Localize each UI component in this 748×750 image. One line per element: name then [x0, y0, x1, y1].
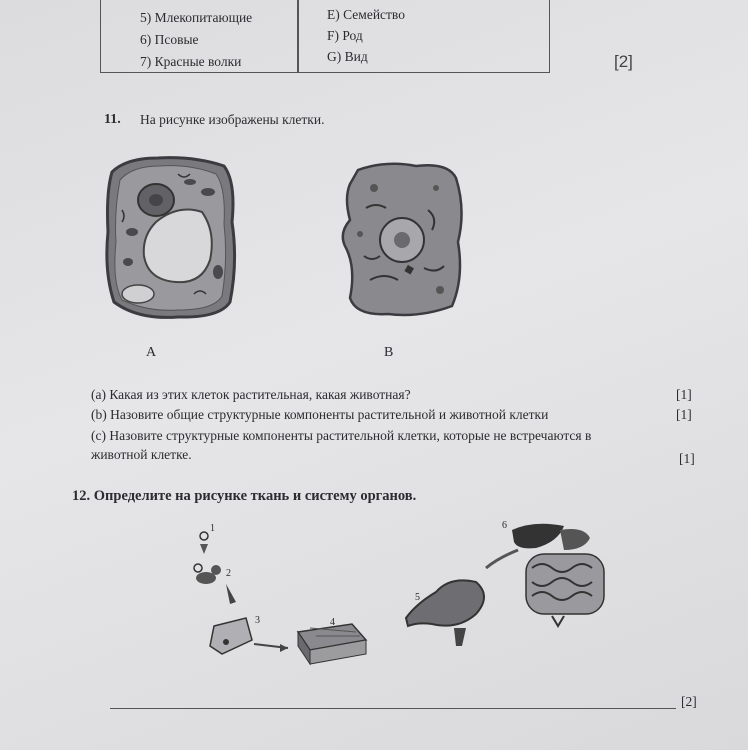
table-right-item: E) Семейство	[327, 7, 405, 22]
answer-line[interactable]	[110, 708, 676, 709]
q12-label: 3	[255, 615, 260, 626]
q11-sub-b: (b) Назовите общие структурные компоненты растительной и животной клетки	[91, 407, 549, 422]
cell-label-b: B	[384, 345, 394, 360]
q12-label: 2	[226, 568, 231, 579]
q12-heading: 12. Определите на рисунке ткань и систему органов.	[72, 488, 417, 504]
handwritten-score: [2]	[614, 52, 633, 71]
q12-label: 4	[330, 617, 335, 628]
organ-system-illustration	[180, 520, 620, 670]
table-left-item: 5) Млекопитающие	[140, 10, 253, 25]
q11-sub-c-line1: (c) Назовите структурные компоненты растительной клетки, которые не встречаются в	[91, 428, 592, 443]
q12-label: 6	[502, 520, 507, 531]
q11-sub-a: (a) Какая из этих клеток растительная, какая животная?	[91, 387, 411, 402]
q12-mark: [2]	[681, 694, 697, 709]
q12-label: 5	[415, 592, 420, 603]
table-right-item: F) Род	[327, 28, 363, 43]
cell-label-a: A	[146, 345, 157, 360]
animal-cell-illustration	[336, 158, 466, 320]
q11-sub-c-line2: животной клетке.	[91, 447, 192, 462]
q11-mark-c: [1]	[679, 451, 695, 466]
table-divider	[297, 0, 299, 72]
q11-number: 11.	[104, 112, 121, 127]
table-left-item: 6) Псовые	[140, 32, 199, 47]
q11-mark-a: [1]	[676, 387, 692, 402]
table-left-item: 7) Красные волки	[140, 54, 242, 69]
q11-mark-b: [1]	[676, 407, 692, 422]
q11-text: На рисунке изображены клетки.	[140, 112, 325, 127]
plant-cell-illustration	[98, 152, 240, 322]
table-left-column	[140, 6, 252, 73]
q12-label: 1	[210, 523, 215, 534]
table-right-item: G) Вид	[327, 49, 368, 64]
table-right-column	[327, 4, 405, 67]
